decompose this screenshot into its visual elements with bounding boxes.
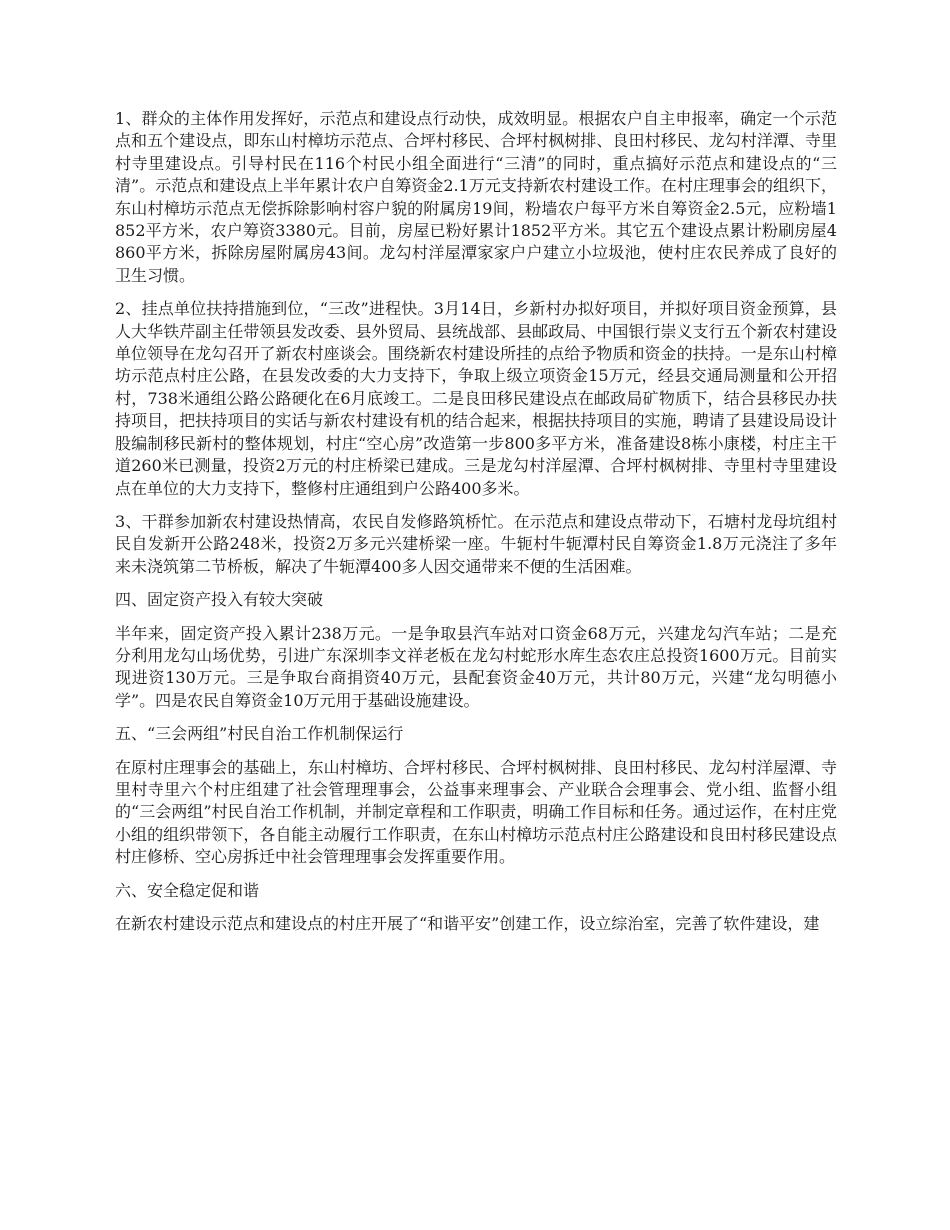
document-body [115,108,837,946]
paragraph-safety: 在新农村建设示范点和建设点的村庄开展了“和谐平安”创建工作，设立综治室，完善了软件建设，建 [115,914,820,933]
section-heading-safety: 六、安全稳定促和谐 [115,880,260,900]
section-heading-fixed-assets: 四、固定资产投入有较大突破 [115,590,324,610]
paragraph-road-building: 3、干群参加新农村建设热情高，农民自发修路筑桥忙。在示范点和建设点带动下，石塘村龙母坑组村民自发新开公路248米，投资2万多元兴建桥梁一座。牛轭村牛轭潭村民自筹资金1.8万元浇注了多年来未浇筑第二节桥板，解决了牛轭潭400多人因交通带来不便的生活困难。 [115,511,837,576]
paragraph-self-governance: 在原村庄理事会的基础上，东山村樟坊、合坪村移民、合坪村枫树排、良田村移民、龙勾村洋屋潭、寺里村寺里六个村庄组建了社会管理理事会，公益事来理事会、产业联合会理事会、党小组、监督小组的“三会两组”村民自治工作机制，并制定章程和工作职责，明确工作目标和任务。通过运作，在村庄党小组的组织带领下，各自能主动履行工作职责，在东山村樟坊示范点村庄公路建设和良田村移民建设点村庄修桥、空心房拆迁中社会管理理事会发挥重要作用。 [115,757,837,867]
section-heading-self-governance: 五、“三会两组”村民自治工作机制保运行 [115,724,404,744]
paragraph-fixed-assets: 半年来，固定资产投入累计238万元。一是争取县汽车站对口资金68万元，兴建龙勾汽车站；二是充分利用龙勾山场优势，引进广东深圳李文祥老板在龙勾村蛇形水库生态农庄总投资1600万元。目前实现进资130万元。三是争取台商捐资40万元，县配套资金40万元，共计80万元，兴建“龙勾明德小学”。四是农民自筹资金10万元用于基础设施建设。 [115,623,837,710]
paragraph-mass-participation: 1、群众的主体作用发挥好，示范点和建设点行动快，成效明显。根据农户自主申报率，确定一个示范点和五个建设点，即东山村樟坊示范点、合坪村移民、合坪村枫树排、良田村移民、龙勾村洋潭、寺里村寺里建设点。引导村民在116个村民小组全面进行“三清”的同时，重点搞好示范点和建设点的“三清”。示范点和建设点上半年累计农户自筹资金2.1万元支持新农村建设工作。在村庄理事会的组织下，东山村樟坊示范点无偿拆除影响村容户貌的附属房19间，粉墙农户每平方米自筹资金2.5元，应粉墙1852平方米，农户筹资3380元。目前，房屋已粉好累计1852平方米。其它五个建设点累计粉刷房屋4860平方米，拆除房屋附属房43间。龙勾村洋屋潭家家户户建立小垃圾池，使村庄农民养成了良好的卫生习惯。 [115,109,837,285]
paragraph-unit-support: 2、挂点单位扶持措施到位，“三改”进程快。3月14日，乡新村办拟好项目，并拟好项目资金预算，县人大华铁芹副主任带领县发改委、县外贸局、县统战部、县邮政局、中国银行崇义支行五个新农村建设单位领导在龙勾召开了新农村座谈会。围绕新农村建设所挂的点给予物质和资金的扶持。一是东山村樟坊示范点村庄公路，在县发改委的大力支持下，争取上级立项资金15万元，经县交通局测量和公开招村，738米通组公路公路硬化在6月底竣工。二是良田移民建设点在邮政局矿物质下，结合县移民办扶持项目，把扶持项目的实话与新农村建设有机的结合起来，根据扶持项目的实施，聘请了县建设局设计股编制移民新村的整体规划，村庄“空心房”改造第一步800多平方米，准备建设8栋小康楼，村庄主干道260米已测量，投资2万元的村庄桥梁已建成。三是龙勾村洋屋潭、合坪村枫树排、寺里村寺里建设点在单位的大力支持下，整修村庄通组到户公路400多米。 [115,299,837,498]
